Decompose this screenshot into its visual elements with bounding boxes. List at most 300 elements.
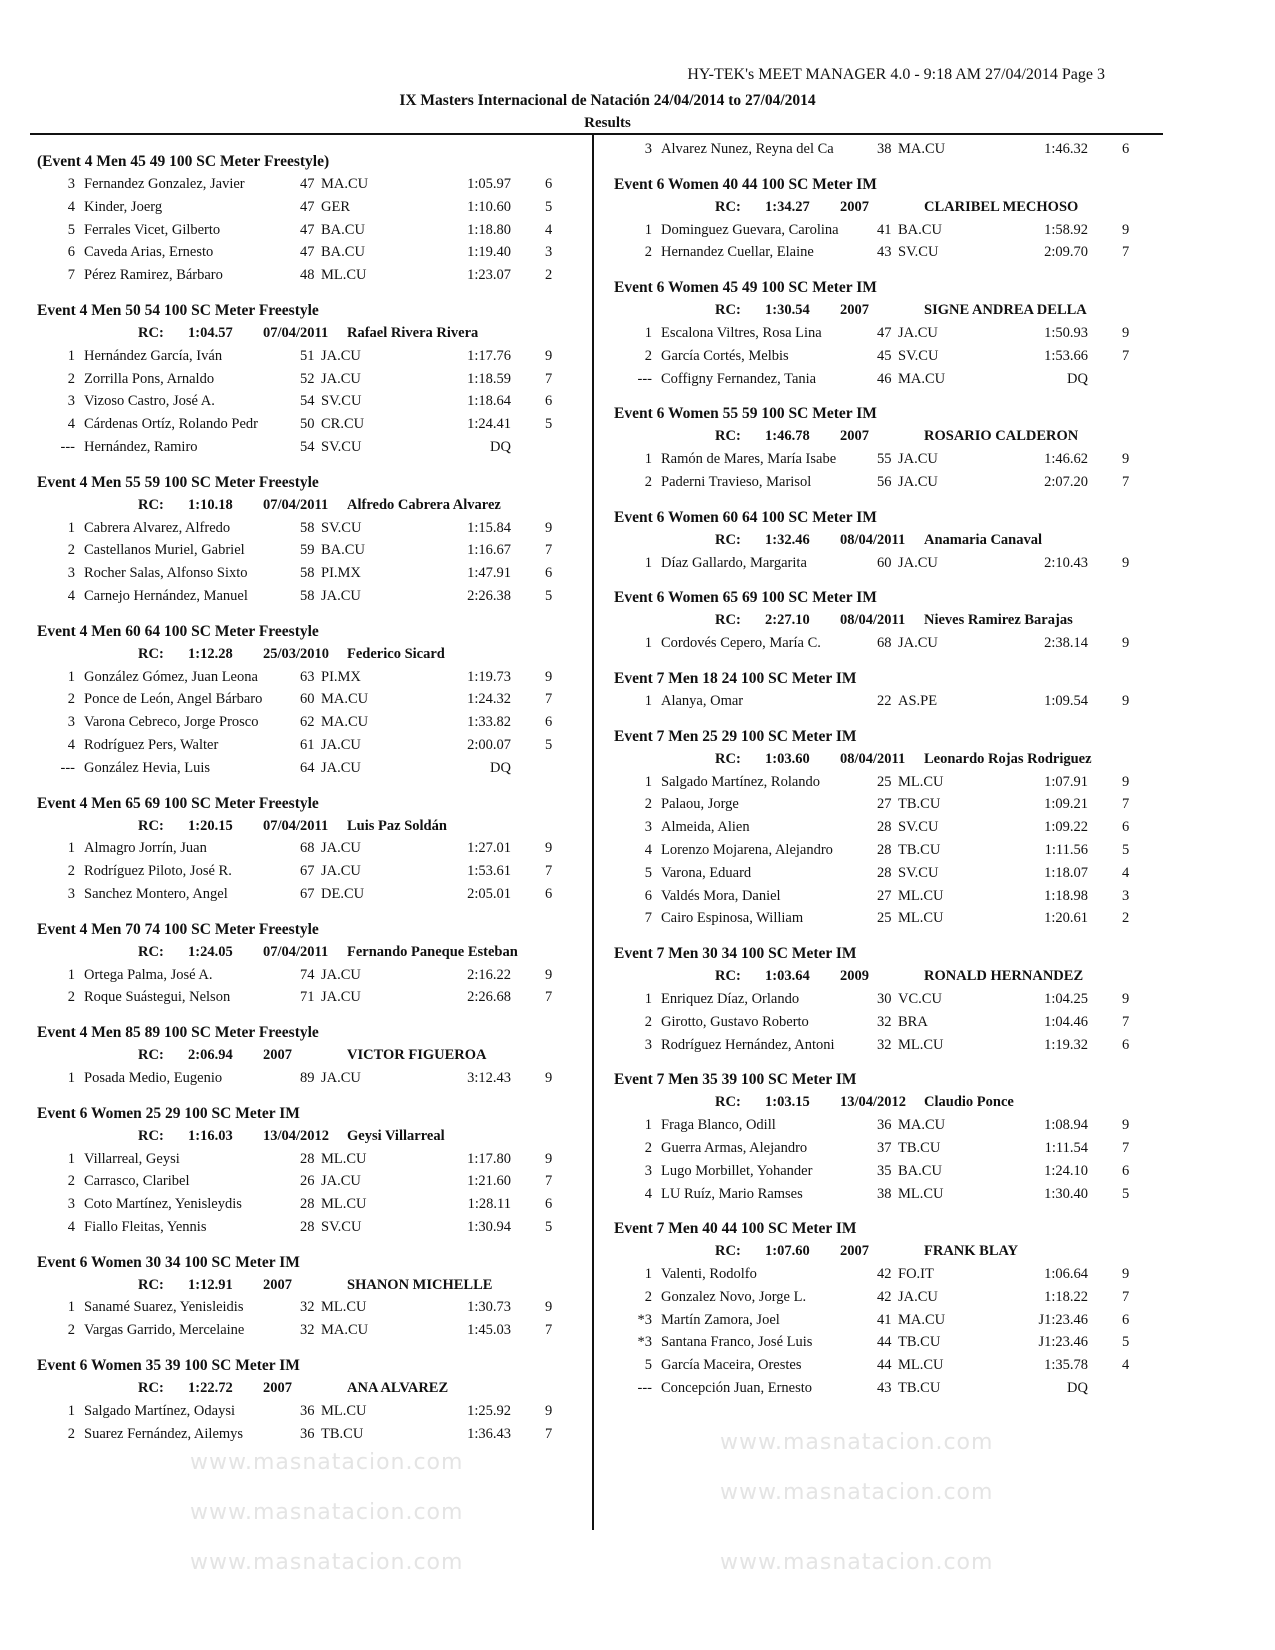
watermark: www.masnatacion.com — [190, 1550, 464, 1575]
record-line — [614, 425, 1169, 448]
points: 6 — [545, 714, 553, 731]
points: 9 — [545, 840, 553, 857]
swimmer-name: García Cortés, Melbis — [661, 347, 789, 364]
age: 28 — [300, 1196, 315, 1213]
age: 32 — [877, 1013, 892, 1030]
place: 2 — [644, 1139, 652, 1156]
result-row — [37, 964, 592, 987]
team: ML.CU — [321, 1402, 367, 1419]
swimmer-name: Kinder, Joerg — [84, 198, 163, 215]
age: 67 — [300, 863, 315, 880]
team: JA.CU — [321, 863, 361, 880]
team: JA.CU — [321, 840, 361, 857]
swimmer-name: Ponce de León, Angel Bárbaro — [84, 691, 263, 708]
points: 7 — [545, 863, 553, 880]
result-row — [614, 1183, 1169, 1206]
result-row — [37, 1148, 592, 1171]
record-label: RC: — [138, 324, 164, 341]
place: *3 — [637, 1334, 652, 1351]
place: 3 — [644, 1162, 652, 1179]
event-block — [37, 299, 592, 459]
result-row — [614, 907, 1169, 930]
record-label: RC: — [138, 1127, 164, 1144]
points: 7 — [545, 989, 553, 1006]
final-time: 1:11.54 — [1044, 1139, 1088, 1156]
event-block — [614, 725, 1169, 930]
event-block — [614, 942, 1169, 1056]
record-label: RC: — [138, 645, 164, 662]
record-label: RC: — [715, 968, 741, 985]
result-row — [614, 1034, 1169, 1057]
record-line — [37, 1274, 592, 1297]
place: 3 — [67, 176, 75, 192]
team: SV.CU — [898, 244, 939, 261]
team: SV.CU — [321, 519, 362, 536]
final-time: 1:28.11 — [467, 1196, 511, 1213]
swimmer-name: González Gómez, Juan Leona — [84, 668, 258, 685]
record-line — [614, 1091, 1169, 1114]
age: 27 — [877, 887, 892, 904]
final-time: 1:27.01 — [467, 840, 511, 857]
age: 68 — [300, 840, 315, 857]
swimmer-name: Salgado Martínez, Rolando — [661, 773, 821, 790]
points: 7 — [545, 1322, 553, 1339]
record-time: 2:27.10 — [765, 612, 810, 629]
result-row — [37, 413, 592, 436]
event-block — [37, 1102, 592, 1239]
swimmer-name: Escalona Viltres, Rosa Lina — [661, 324, 822, 341]
swimmer-name: Cabrera Alvarez, Alfredo — [84, 519, 231, 536]
place: 3 — [67, 393, 75, 410]
team: MA.CU — [898, 370, 946, 387]
team: PI.MX — [321, 668, 361, 685]
age: 74 — [300, 966, 315, 983]
event-block — [37, 1251, 592, 1342]
record-line — [614, 529, 1169, 552]
age: 56 — [877, 473, 892, 490]
record-holder: SHANON MICHELLE — [347, 1276, 493, 1293]
result-row — [614, 448, 1169, 471]
final-time: 1:04.46 — [1044, 1013, 1088, 1030]
team: TB.CU — [321, 1425, 364, 1442]
place: 7 — [67, 267, 75, 284]
event-block — [614, 138, 1169, 161]
event-title: Event 6 Women 35 39 100 SC Meter IM — [37, 1357, 300, 1375]
swimmer-name: Varona, Eduard — [661, 864, 752, 881]
points: 2 — [1122, 910, 1130, 927]
record-line — [614, 196, 1169, 219]
points: 6 — [1122, 1162, 1130, 1179]
record-line — [614, 1240, 1169, 1263]
age: 38 — [877, 141, 892, 157]
place: 1 — [67, 1069, 75, 1086]
result-row — [37, 1296, 592, 1319]
age: 42 — [877, 1288, 892, 1305]
age: 32 — [300, 1299, 315, 1316]
age: 47 — [300, 221, 315, 238]
result-row — [614, 322, 1169, 345]
event-block — [614, 173, 1169, 264]
swimmer-name: Roque Suástegui, Nelson — [84, 989, 231, 1006]
points: 7 — [1122, 1288, 1130, 1305]
place: 2 — [644, 1013, 652, 1030]
age: 60 — [877, 554, 892, 571]
place: 1 — [67, 1299, 75, 1316]
result-row — [614, 241, 1169, 264]
age: 22 — [877, 692, 892, 709]
age: 47 — [300, 198, 315, 215]
swimmer-name: Coffigny Fernandez, Tania — [661, 370, 817, 387]
team: MA.CU — [321, 1322, 369, 1339]
team: JA.CU — [898, 324, 938, 341]
place: 2 — [67, 691, 75, 708]
event-block — [37, 620, 592, 780]
swimmer-name: Posada Medio, Eugenio — [84, 1069, 223, 1086]
place: 2 — [67, 1322, 75, 1339]
record-time: 1:03.64 — [765, 968, 810, 985]
place: 1 — [67, 668, 75, 685]
team: JA.CU — [898, 451, 938, 468]
final-time: 1:24.10 — [1044, 1162, 1088, 1179]
swimmer-name: Varona Cebreco, Jorge Prosco — [84, 714, 259, 731]
result-row — [614, 1263, 1169, 1286]
place: 1 — [67, 347, 75, 364]
event-block — [614, 506, 1169, 575]
record-date: 13/04/2012 — [840, 1094, 907, 1111]
result-row — [614, 771, 1169, 794]
record-time: 1:30.54 — [765, 302, 810, 319]
points: 9 — [545, 1402, 553, 1419]
place: 5 — [644, 864, 652, 881]
column-divider — [592, 134, 594, 1530]
record-label: RC: — [715, 750, 741, 767]
place: 4 — [67, 587, 75, 604]
age: 36 — [300, 1425, 315, 1442]
record-holder: Alfredo Cabrera Alvarez — [347, 496, 501, 513]
section-title: Results — [584, 115, 631, 131]
final-time: 2:10.43 — [1044, 554, 1088, 571]
swimmer-name: Caveda Arias, Ernesto — [84, 244, 214, 261]
team: MA.CU — [321, 176, 369, 192]
final-time: 1:50.93 — [1044, 324, 1088, 341]
place: 1 — [644, 554, 652, 571]
result-row — [614, 690, 1169, 713]
age: 26 — [300, 1173, 315, 1190]
final-time: 1:19.32 — [1044, 1036, 1088, 1053]
final-time: 2:09.70 — [1044, 244, 1088, 261]
record-holder: Rafael Rivera Rivera — [347, 324, 479, 341]
place: --- — [60, 759, 75, 776]
swimmer-name: Carnejo Hernández, Manuel — [84, 587, 248, 604]
place: 2 — [67, 542, 75, 559]
event-block — [37, 918, 592, 1009]
swimmer-name: Zorrilla Pons, Arnaldo — [84, 370, 215, 387]
event-title: Event 6 Women 60 64 100 SC Meter IM — [614, 508, 877, 526]
points: 5 — [1122, 841, 1130, 858]
team: JA.CU — [321, 989, 361, 1006]
record-holder: RONALD HERNANDEZ — [924, 968, 1084, 985]
place: 1 — [67, 966, 75, 983]
team: ML.CU — [321, 1299, 367, 1316]
swimmer-name: Vizoso Castro, José A. — [84, 393, 215, 410]
age: 27 — [877, 796, 892, 813]
swimmer-name: Villarreal, Geysi — [84, 1150, 180, 1167]
swimmer-name: Cairo Espinosa, William — [661, 910, 804, 927]
event-title: Event 7 Men 30 34 100 SC Meter IM — [614, 945, 857, 963]
record-date: 2007 — [263, 1047, 292, 1064]
age: 36 — [300, 1402, 315, 1419]
final-time: 2:07.20 — [1044, 473, 1088, 490]
swimmer-name: González Hevia, Luis — [84, 759, 211, 776]
record-holder: SIGNE ANDREA DELLA — [924, 302, 1087, 319]
team: CR.CU — [321, 416, 365, 433]
record-line — [614, 965, 1169, 988]
swimmer-name: Rodríguez Hernández, Antoni — [661, 1036, 835, 1053]
record-label: RC: — [715, 1094, 741, 1111]
team: JA.CU — [321, 347, 361, 364]
final-time: 1:05.97 — [467, 176, 511, 192]
record-label: RC: — [715, 198, 741, 215]
final-time: DQ — [1067, 370, 1088, 387]
event-title: Event 4 Men 65 69 100 SC Meter Freestyle — [37, 794, 319, 812]
final-time: 1:04.25 — [1044, 990, 1088, 1007]
team: BRA — [898, 1013, 928, 1030]
team: JA.CU — [321, 370, 361, 387]
points: 6 — [545, 885, 553, 902]
watermark: www.masnatacion.com — [190, 1450, 464, 1475]
record-holder: ROSARIO CALDERON — [924, 428, 1079, 445]
team: BA.CU — [898, 1162, 942, 1179]
result-row — [37, 666, 592, 689]
team: ML.CU — [898, 910, 944, 927]
record-holder: Nieves Ramirez Barajas — [924, 612, 1073, 629]
place: 4 — [644, 841, 652, 858]
swimmer-name: Valenti, Rodolfo — [661, 1266, 757, 1283]
result-row — [614, 1377, 1169, 1400]
swimmer-name: Castellanos Muriel, Gabriel — [84, 542, 245, 559]
final-time: 1:53.61 — [467, 863, 511, 880]
points: 5 — [1122, 1185, 1130, 1202]
record-date: 07/04/2011 — [263, 817, 329, 834]
swimmer-name: Paderni Travieso, Marisol — [661, 473, 812, 490]
swimmer-name: Lorenzo Mojarena, Alejandro — [661, 841, 833, 858]
place: 6 — [67, 244, 75, 261]
team: SV.CU — [321, 393, 362, 410]
result-row — [37, 1170, 592, 1193]
swimmer-name: Dominguez Guevara, Carolina — [661, 221, 839, 238]
team: ML.CU — [898, 1185, 944, 1202]
record-holder: CLARIBEL MECHOSO — [924, 198, 1079, 215]
record-time: 2:06.94 — [188, 1047, 233, 1064]
result-row — [37, 539, 592, 562]
record-line — [37, 941, 592, 964]
points: 7 — [545, 542, 553, 559]
final-time: 2:05.01 — [467, 885, 511, 902]
team: JA.CU — [321, 1069, 361, 1086]
result-row — [37, 757, 592, 780]
swimmer-name: Suarez Fernández, Ailemys — [84, 1425, 244, 1442]
record-holder: Geysi Villarreal — [347, 1127, 445, 1144]
result-row — [37, 173, 592, 196]
points: 5 — [545, 198, 553, 215]
final-time: 1:21.60 — [467, 1173, 511, 1190]
event-title: Event 7 Men 40 44 100 SC Meter IM — [614, 1220, 857, 1238]
place: *3 — [637, 1311, 652, 1328]
final-time: 1:20.61 — [1044, 910, 1088, 927]
final-time: 1:18.64 — [467, 393, 511, 410]
points: 7 — [545, 1425, 553, 1442]
final-time: 1:35.78 — [1044, 1357, 1088, 1374]
points: 9 — [1122, 773, 1130, 790]
place: 1 — [644, 324, 652, 341]
team: BA.CU — [898, 221, 942, 238]
final-time: 2:16.22 — [467, 966, 511, 983]
place: 2 — [644, 347, 652, 364]
team: MA.CU — [898, 1311, 946, 1328]
points: 4 — [1122, 864, 1130, 881]
record-date: 2007 — [840, 1243, 869, 1260]
team: ML.CU — [898, 1357, 944, 1374]
age: 43 — [877, 244, 892, 261]
event-title: Event 4 Men 70 74 100 SC Meter Freestyle — [37, 920, 319, 938]
result-row — [614, 1309, 1169, 1332]
result-row — [614, 1011, 1169, 1034]
team: ML.CU — [321, 267, 367, 284]
record-label: RC: — [715, 612, 741, 629]
swimmer-name: García Maceira, Orestes — [661, 1357, 802, 1374]
swimmer-name: Valdés Mora, Daniel — [661, 887, 781, 904]
age: 47 — [877, 324, 892, 341]
team: GER — [321, 198, 350, 215]
place: 3 — [67, 565, 75, 582]
team: SV.CU — [898, 347, 939, 364]
team: SV.CU — [898, 819, 939, 836]
record-date: 2007 — [263, 1276, 292, 1293]
record-line — [37, 1125, 592, 1148]
record-holder: Luis Paz Soldán — [347, 817, 447, 834]
points: 6 — [545, 1196, 553, 1213]
age: 61 — [300, 736, 315, 753]
final-time: 1:19.73 — [467, 668, 511, 685]
swimmer-name: Alanya, Omar — [661, 692, 744, 709]
final-time: 1:24.41 — [467, 416, 511, 433]
record-time: 1:12.28 — [188, 645, 233, 662]
points: 9 — [1122, 635, 1130, 652]
record-holder: Anamaria Canaval — [924, 531, 1043, 548]
record-date: 08/04/2011 — [840, 750, 906, 767]
record-label: RC: — [715, 1243, 741, 1260]
place: 4 — [67, 416, 75, 433]
record-line — [37, 494, 592, 517]
points: 7 — [1122, 1139, 1130, 1156]
age: 32 — [300, 1322, 315, 1339]
event-block — [37, 150, 592, 287]
final-time: 1:33.82 — [467, 714, 511, 731]
event-title: Event 7 Men 35 39 100 SC Meter IM — [614, 1071, 857, 1089]
result-row — [37, 1067, 592, 1090]
record-date: 2007 — [263, 1380, 292, 1397]
record-label: RC: — [715, 428, 741, 445]
swimmer-name: Palaou, Jorge — [661, 796, 739, 813]
final-time: 1:18.98 — [1044, 887, 1088, 904]
result-row — [614, 219, 1169, 242]
swimmer-name: Lugo Morbillet, Yohander — [661, 1162, 813, 1179]
final-time: 1:17.80 — [467, 1150, 511, 1167]
age: 58 — [300, 565, 315, 582]
event-title: Event 6 Women 65 69 100 SC Meter IM — [614, 589, 877, 607]
swimmer-name: Fiallo Fleitas, Yennis — [84, 1218, 207, 1235]
age: 38 — [877, 1185, 892, 1202]
event-block — [614, 1068, 1169, 1205]
result-row — [37, 860, 592, 883]
final-time: 1:25.92 — [467, 1402, 511, 1419]
record-time: 1:22.72 — [188, 1380, 233, 1397]
final-time: 2:26.38 — [467, 587, 511, 604]
final-time: 1:16.67 — [467, 542, 511, 559]
swimmer-name: Ferrales Vicet, Gilberto — [84, 221, 221, 238]
result-row — [614, 816, 1169, 839]
swimmer-name: Coto Martínez, Yenisleydis — [84, 1196, 242, 1213]
team: MA.CU — [321, 714, 369, 731]
team: ML.CU — [321, 1196, 367, 1213]
age: 46 — [877, 370, 892, 387]
place: 2 — [67, 863, 75, 880]
final-time: DQ — [1067, 1380, 1088, 1397]
record-date: 13/04/2012 — [263, 1127, 330, 1144]
record-holder: VICTOR FIGUEROA — [347, 1047, 487, 1064]
result-row — [614, 632, 1169, 655]
swimmer-name: Cárdenas Ortíz, Rolando Pedr — [84, 416, 258, 433]
place: 1 — [644, 990, 652, 1007]
result-row — [37, 734, 592, 757]
final-time: 1:46.32 — [1044, 141, 1088, 157]
final-time: 1:10.60 — [467, 198, 511, 215]
event-title: Event 6 Women 30 34 100 SC Meter IM — [37, 1253, 300, 1271]
age: 71 — [300, 989, 315, 1006]
age: 44 — [877, 1334, 892, 1351]
final-time: 1:18.80 — [467, 221, 511, 238]
final-time: 1:15.84 — [467, 519, 511, 536]
age: 68 — [877, 635, 892, 652]
record-label: RC: — [138, 817, 164, 834]
final-time: DQ — [490, 438, 511, 455]
team: JA.CU — [321, 587, 361, 604]
place: 5 — [644, 1357, 652, 1374]
result-row — [37, 1193, 592, 1216]
swimmer-name: Ortega Palma, José A. — [84, 966, 213, 983]
final-time: 1:46.62 — [1044, 451, 1088, 468]
final-time: 1:08.94 — [1044, 1117, 1088, 1134]
place: --- — [637, 370, 652, 387]
final-time: J1:23.46 — [1038, 1311, 1088, 1328]
record-line — [614, 299, 1169, 322]
record-line — [37, 322, 592, 345]
points: 7 — [1122, 1013, 1130, 1030]
team: JA.CU — [321, 736, 361, 753]
record-date: 2009 — [840, 968, 869, 985]
points: 7 — [545, 370, 553, 387]
age: 32 — [877, 1036, 892, 1053]
team: JA.CU — [898, 1288, 938, 1305]
team: SV.CU — [898, 864, 939, 881]
age: 47 — [300, 176, 315, 192]
swimmer-name: Rocher Salas, Alfonso Sixto — [84, 565, 248, 582]
event-title: Event 7 Men 25 29 100 SC Meter IM — [614, 727, 857, 745]
team: JA.CU — [898, 554, 938, 571]
event-block — [614, 276, 1169, 390]
team: SV.CU — [321, 438, 362, 455]
event-title: Event 4 Men 60 64 100 SC Meter Freestyle — [37, 622, 319, 640]
